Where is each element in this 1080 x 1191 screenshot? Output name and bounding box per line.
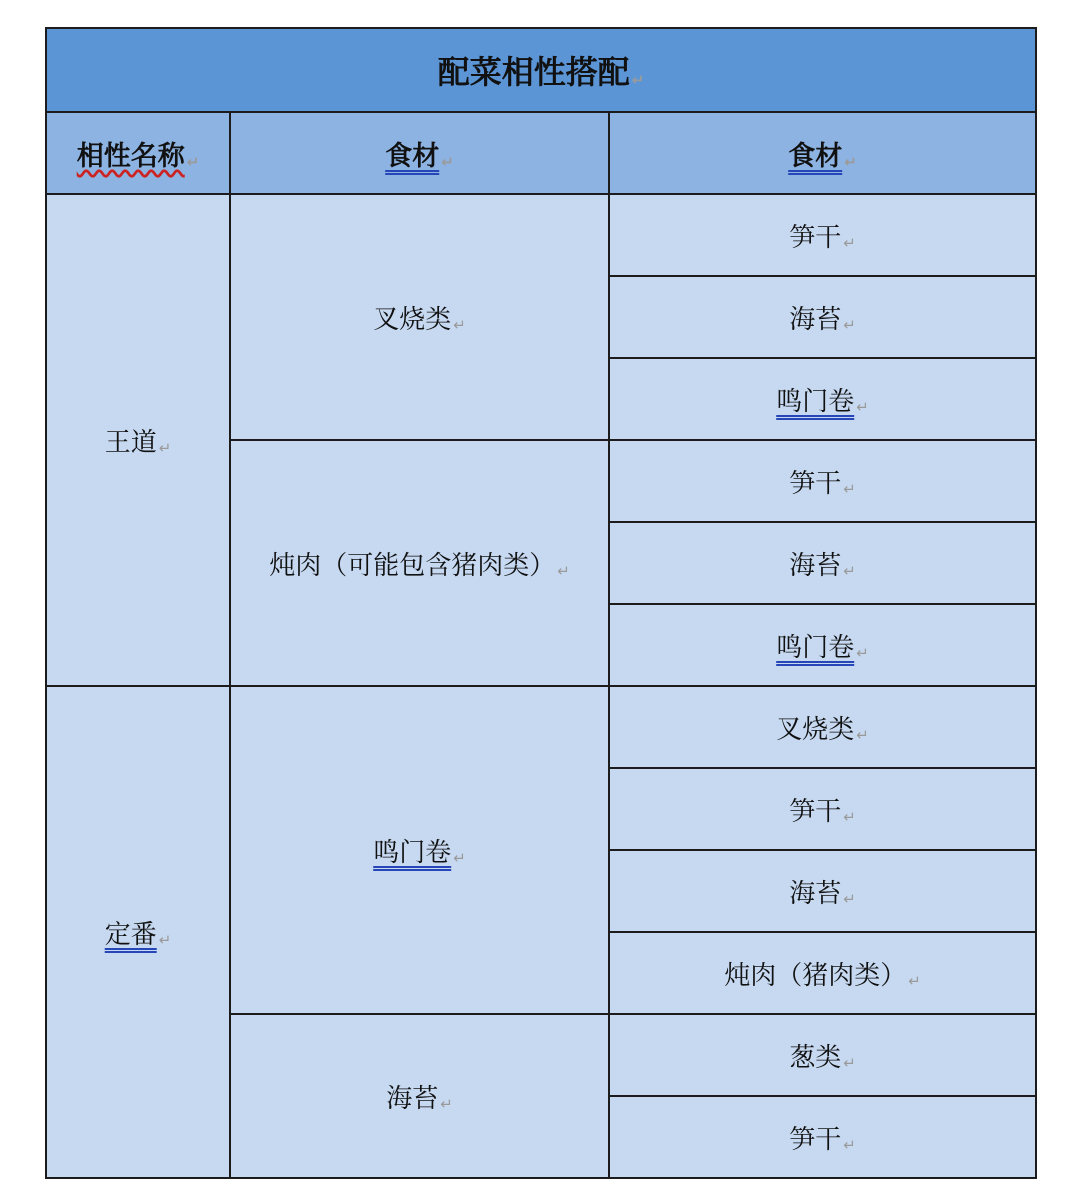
pair-name: 笋干 xyxy=(789,796,842,827)
pair-name: 笋干 xyxy=(789,468,842,499)
header-cell-ingredient xyxy=(230,112,609,194)
paragraph-mark-icon: ↵ xyxy=(186,152,200,171)
pair-cell xyxy=(609,768,1036,850)
group-name: 王道 xyxy=(104,427,157,458)
pair-name: 鸣门卷 xyxy=(776,632,855,663)
pair-name: 海苔 xyxy=(789,304,842,335)
pair-cell xyxy=(609,850,1036,932)
food-name: 海苔 xyxy=(386,1083,439,1114)
table-title-cell xyxy=(46,28,1036,112)
header-compatibility-name: 相性名称 xyxy=(76,140,185,172)
pair-name: 海苔 xyxy=(789,550,842,581)
paragraph-mark-icon: ↵ xyxy=(856,725,869,744)
paragraph-mark-icon: ↵ xyxy=(843,1135,856,1154)
pair-name: 炖肉（猪肉类） xyxy=(724,960,907,991)
pair-cell xyxy=(609,1014,1036,1096)
food-cell xyxy=(230,1014,609,1178)
group-name: 定番 xyxy=(104,919,157,950)
food-name: 叉烧类 xyxy=(373,304,452,335)
paragraph-mark-icon: ↵ xyxy=(843,1053,856,1072)
header-row xyxy=(46,112,1036,194)
paragraph-mark-icon: ↵ xyxy=(440,1094,453,1113)
food-cell xyxy=(230,194,609,440)
pair-name: 葱类 xyxy=(789,1042,842,1073)
group-name-cell xyxy=(46,686,230,1178)
paragraph-mark-icon: ↵ xyxy=(441,152,454,171)
food-cell xyxy=(230,440,609,686)
paragraph-mark-icon: ↵ xyxy=(453,315,466,334)
paragraph-mark-icon: ↵ xyxy=(843,233,856,252)
paragraph-mark-icon: ↵ xyxy=(844,152,857,171)
food-name: 炖肉（可能包含猪肉类） xyxy=(269,550,556,581)
title-row xyxy=(46,28,1036,112)
paragraph-mark-icon: ↵ xyxy=(843,479,856,498)
paragraph-mark-icon: ↵ xyxy=(856,397,869,416)
paragraph-mark-icon: ↵ xyxy=(843,561,856,580)
pair-name: 笋干 xyxy=(789,1124,842,1155)
paragraph-mark-icon: ↵ xyxy=(158,438,172,457)
paragraph-mark-icon: ↵ xyxy=(843,807,856,826)
pair-cell xyxy=(609,276,1036,358)
pair-name: 笋干 xyxy=(789,222,842,253)
paragraph-mark-icon: ↵ xyxy=(158,930,172,949)
paragraph-mark-icon: ↵ xyxy=(843,315,856,334)
paragraph-mark-icon: ↵ xyxy=(908,971,921,990)
pair-name: 鸣门卷 xyxy=(776,386,855,417)
header-ingredient: 食材 xyxy=(385,140,440,172)
pair-name: 海苔 xyxy=(789,878,842,909)
paragraph-mark-icon: ↵ xyxy=(843,889,856,908)
table-row xyxy=(46,686,1036,768)
header-cell-ingredient-pair xyxy=(609,112,1036,194)
paragraph-mark-icon: ↵ xyxy=(631,71,645,89)
pair-cell xyxy=(609,522,1036,604)
header-ingredient-pair: 食材 xyxy=(788,140,843,172)
pair-cell xyxy=(609,604,1036,686)
group-name-cell xyxy=(46,194,230,686)
pair-cell xyxy=(609,194,1036,276)
paragraph-mark-icon: ↵ xyxy=(856,643,869,662)
pair-cell xyxy=(609,440,1036,522)
table-title: 配菜相性搭配 xyxy=(437,53,630,91)
paragraph-mark-icon: ↵ xyxy=(453,848,466,867)
paragraph-mark-icon: ↵ xyxy=(557,561,570,580)
pair-cell xyxy=(609,932,1036,1014)
pair-cell xyxy=(609,1096,1036,1178)
header-cell-compatibility-name xyxy=(46,112,230,194)
pairing-table xyxy=(45,27,1037,1179)
pair-cell xyxy=(609,358,1036,440)
food-cell xyxy=(230,686,609,1014)
pair-name: 叉烧类 xyxy=(776,714,855,745)
table-row xyxy=(46,194,1036,276)
food-name: 鸣门卷 xyxy=(373,837,452,868)
pair-cell xyxy=(609,686,1036,768)
